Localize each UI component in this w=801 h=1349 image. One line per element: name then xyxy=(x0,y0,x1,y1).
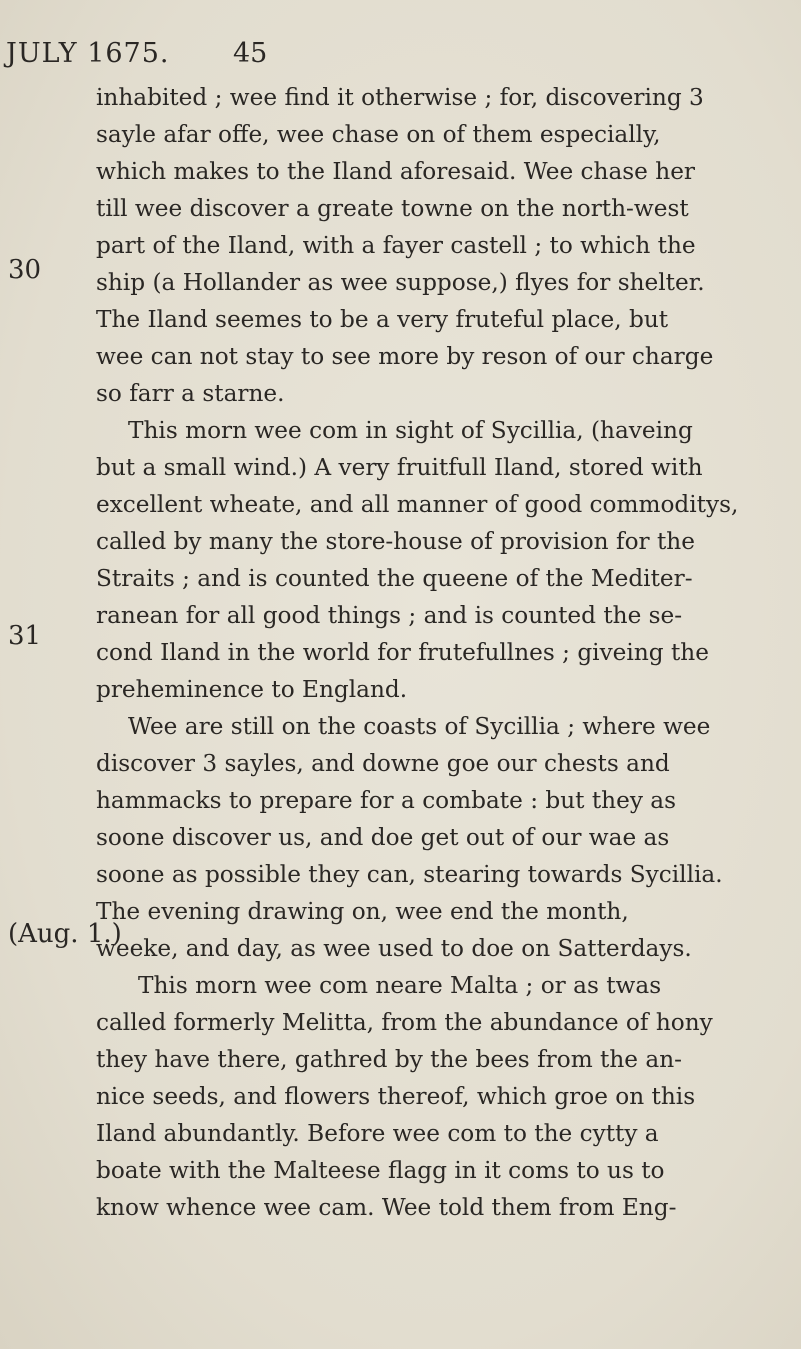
text-line: excellent wheate, and all manner of good commoditys, xyxy=(96,491,739,518)
text-line: Iland abundantly. Before wee com to the cytty a xyxy=(96,1120,659,1147)
text-line: nice seeds, and flowers thereof, which groe on this xyxy=(96,1083,696,1110)
text-line: Wee are still on the coasts of Sycillia ; where wee xyxy=(128,713,711,740)
margin-date-31: 31 xyxy=(8,621,42,651)
margin-date-aug-1: (Aug. 1.) xyxy=(8,919,122,949)
text-line: called by many the store-house of provision for the xyxy=(96,528,695,555)
text-line: know whence wee cam. Wee told them from Eng- xyxy=(96,1194,677,1221)
text-line: till wee discover a greate towne on the north-west xyxy=(96,195,689,222)
text-line: soone discover us, and doe get out of our wae as xyxy=(96,824,670,851)
text-line: part of the Iland, with a fayer castell ; to which the xyxy=(96,232,696,259)
text-line: soone as possible they can, stearing towards Sycillia. xyxy=(96,861,723,888)
text-line: but a small wind.) A very fruitfull Iland, stored with xyxy=(96,454,703,481)
text-line: ship (a Hollander as wee suppose,) flyes for shelter. xyxy=(96,269,705,296)
page-header xyxy=(0,38,801,78)
text-line: so farr a starne. xyxy=(96,380,285,407)
text-line: This morn wee com neare Malta ; or as twas xyxy=(138,972,662,999)
page-number: 45 xyxy=(233,38,268,69)
text-line: ranean for all good things ; and is counted the se- xyxy=(96,602,683,629)
margin-date-30: 30 xyxy=(8,255,42,285)
text-line: This morn wee com in sight of Sycillia, (haveing xyxy=(128,417,693,444)
text-line: sayle afar offe, wee chase on of them especially, xyxy=(96,121,661,148)
text-line: Straits ; and is counted the queene of the Mediter- xyxy=(96,565,693,592)
running-head: JULY 1675. xyxy=(6,38,170,69)
text-line: preheminence to England. xyxy=(96,676,408,703)
text-line: weeke, and day, as wee used to doe on Satterdays. xyxy=(96,935,692,962)
text-line: which makes to the Iland aforesaid. Wee chase her xyxy=(96,158,696,185)
text-line: called formerly Melitta, from the abundance of hony xyxy=(96,1009,713,1036)
text-line: boate with the Malteese flagg in it coms to us to xyxy=(96,1157,665,1184)
text-line: they have there, gathred by the bees from the an- xyxy=(96,1046,682,1073)
text-line: The Iland seemes to be a very fruteful place, but xyxy=(96,306,669,333)
text-line: discover 3 sayles, and downe goe our chests and xyxy=(96,750,670,777)
text-line: The evening drawing on, wee end the month, xyxy=(96,898,629,925)
text-line: inhabited ; wee find it otherwise ; for, discovering 3 xyxy=(96,84,704,111)
text-line: wee can not stay to see more by reson of our charge xyxy=(96,343,714,370)
text-line: cond Iland in the world for frutefullnes ; giveing the xyxy=(96,639,709,666)
text-line: hammacks to prepare for a combate : but they as xyxy=(96,787,677,814)
